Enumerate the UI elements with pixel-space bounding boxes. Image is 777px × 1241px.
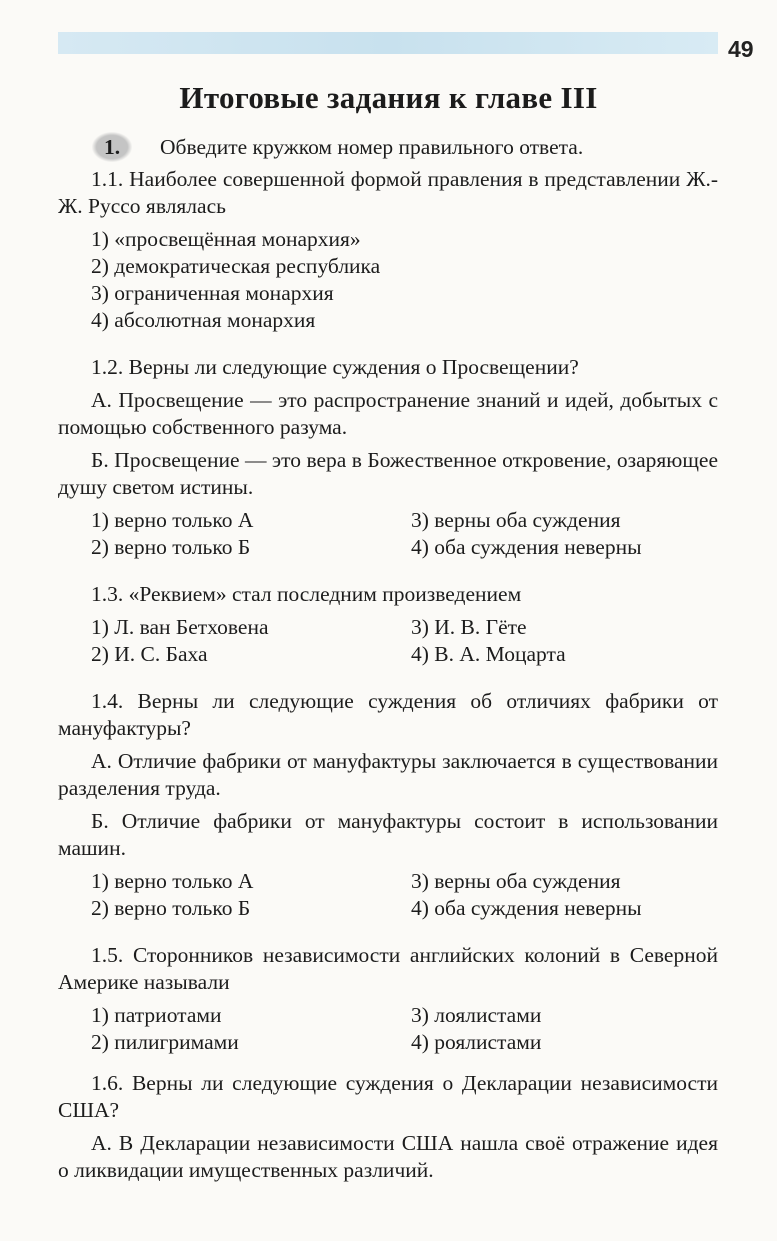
answer-option[interactable]: 3) ограниченная монархия	[91, 281, 334, 305]
page-number: 49	[728, 36, 754, 62]
answer-option[interactable]: 4) оба суждения неверны	[411, 535, 642, 559]
question-1-1: 1.1. Наиболее совершенной формой правления в представлении Ж.-Ж. Руссо являлась	[58, 167, 718, 218]
answer-option[interactable]: 2) пилигримами	[91, 1030, 239, 1054]
answer-option[interactable]: 1) Л. ван Бетховена	[91, 615, 269, 639]
answer-option[interactable]: 3) И. В. Гёте	[411, 615, 527, 639]
answer-option[interactable]: 2) И. С. Баха	[91, 642, 208, 666]
statement-a: А. В Декларации независимости США нашла своё отражение идея о ликвидации имущественных различий.	[58, 1131, 718, 1182]
answer-option[interactable]: 4) оба суждения неверны	[411, 896, 642, 920]
statement-a: А. Отличие фабрики от мануфактуры заключается в существовании разделения труда.	[58, 749, 718, 800]
chapter-heading: Итоговые задания к главе III	[179, 80, 598, 115]
page-content	[58, 132, 718, 1190]
answer-option[interactable]: 3) верны оба суждения	[411, 869, 621, 893]
answer-option[interactable]: 1) верно только А	[91, 508, 254, 532]
header-decorative-band	[58, 32, 718, 54]
answer-option[interactable]: 2) верно только Б	[91, 896, 251, 920]
answer-option[interactable]: 3) лоялистами	[411, 1003, 542, 1027]
question-1-2: 1.2. Верны ли следующие суждения о Просвещении?	[91, 355, 579, 379]
answer-option[interactable]: 1) «просвещённая монархия»	[91, 227, 361, 251]
question-1-5: 1.5. Сторонников независимости английских колоний в Северной Америке называли	[58, 943, 718, 994]
answer-option[interactable]: 4) абсолютная монархия	[91, 308, 316, 332]
statement-b: Б. Отличие фабрики от мануфактуры состоит в использовании машин.	[58, 809, 718, 860]
question-1-6: 1.6. Верны ли следующие суждения о Декларации независимости США?	[58, 1071, 718, 1122]
question-1-4: 1.4. Верны ли следующие суждения об отличиях фабрики от мануфактуры?	[58, 689, 718, 740]
answer-option[interactable]: 2) верно только Б	[91, 535, 251, 559]
question-1-5-options	[58, 1002, 718, 1056]
statement-a: А. Просвещение — это распространение знаний и идей, добытых с помощью собственного разума.	[58, 388, 718, 439]
question-1-2-options	[58, 507, 718, 561]
question-1-4-options	[58, 868, 718, 922]
question-1-3-options	[58, 614, 718, 668]
answer-option[interactable]: 4) В. А. Моцарта	[411, 642, 566, 666]
statement-b: Б. Просвещение — это вера в Божественное откровение, озаряющее душу светом истины.	[58, 448, 718, 499]
question-1-1-options	[58, 226, 718, 334]
question-1-3: 1.3. «Реквием» стал последним произведением	[91, 582, 522, 606]
answer-option[interactable]: 1) патриотами	[91, 1003, 222, 1027]
answer-option[interactable]: 3) верны оба суждения	[411, 508, 621, 532]
task-instruction: Обведите кружком номер правильного ответа.	[160, 134, 584, 159]
answer-option[interactable]: 4) роялистами	[411, 1030, 542, 1054]
answer-option[interactable]: 2) демократическая республика	[91, 254, 381, 278]
task-number-badge: 1.	[92, 132, 132, 162]
answer-option[interactable]: 1) верно только А	[91, 869, 254, 893]
task-1-instruction-line	[58, 132, 718, 162]
